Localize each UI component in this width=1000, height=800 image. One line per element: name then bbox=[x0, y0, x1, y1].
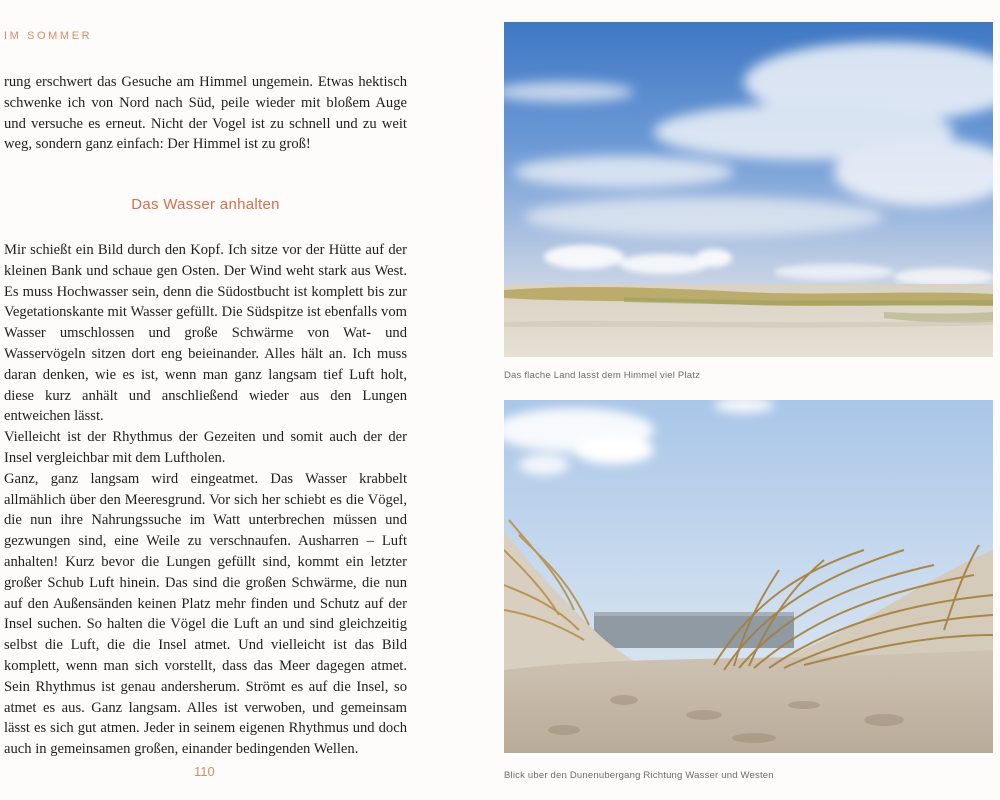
paragraph-intro: rung erschwert das Gesuche am Himmel ungemein. Etwas hektisch schwenke ich von Nord nach Süd, peile wieder mit bloßem Auge und versuche es erneut. Nicht der Vogel ist zu schnell und zu weit weg, sondern ganz einfach: Der Himmel ist zu groß! bbox=[4, 74, 407, 153]
photo-flat-beach bbox=[504, 22, 993, 357]
dune-crossing-image bbox=[504, 400, 993, 753]
flat-beach-image bbox=[504, 22, 993, 357]
body-text-column bbox=[4, 72, 407, 760]
paragraph-1: Mir schießt ein Bild durch den Kopf. Ich sitze vor der Hütte auf der kleinen Bank und schaue gen Osten. Der Wind weht stark aus West. Es muss Hochwasser sein, denn die Südostbucht ist komplett bis zur Vegetationskante mit Wasser gefüllt. Die Südspitze ist ebenfalls vom Wasser umschlossen und große Schwärme von Wat- und Wasservögeln sitzen dort eng beieinander. Alles hält an. Ich muss daran denken, wie es ist, wenn man ganz langsam tief Luft holt, diese kurz anhält und anschließend wieder aus den Lungen entweichen lässt. bbox=[4, 241, 407, 425]
section-title: Das Wasser anhalten bbox=[131, 196, 280, 214]
paragraph-2: Vielleicht ist der Rhythmus der Gezeiten und somit auch der der Insel vergleichbar mit dem Luftholen. bbox=[4, 429, 407, 466]
photo-caption-1: Das flache Land lasst dem Himmel viel Platz bbox=[504, 370, 701, 381]
paragraph-3: Ganz, ganz langsam wird eingeatmet. Das Wasser krabbelt allmählich über den Meeresgrund. Vor sich her schiebt es die Vögel, die nun ihre Nahrungssuche im Watt unterbrechen müssen und gezwungen sind, eine Weile zu verschnaufen. Ausharren – Luft anhalten! Kurz bevor die Lungen gefüllt sind, kommt ein letzter großer Schub Luft hinein. Das sind die großen Schwärme, die nun auf den Außensänden keinen Platz mehr finden und Schutz auf der Insel suchen. So halten die Vögel die Luft an und sind gleichzeitig selbst die Luft, die die Insel atmet. Und vielleicht ist das Bild komplett, wenn man sich vorstellt, dass das Meer dagegen atmet. Sein Rhythmus ist genau andersherum. Strömt es auf die Insel, so atmet es aus. Ganz langsam. Alles ist verwoben, und gemeinsam lässt es sich gut atmen. Jeder in seinem eigenen Rhythmus und doch auch in gemeinsamen großen, einander bedingenden Wellen. bbox=[4, 470, 407, 758]
running-head: IM SOMMER bbox=[4, 30, 93, 42]
photo-dune-crossing bbox=[504, 400, 993, 753]
page-number: 110 bbox=[194, 764, 215, 779]
photo-caption-2: Blick uber den Dunenubergang Richtung Wasser und Westen bbox=[504, 770, 774, 781]
